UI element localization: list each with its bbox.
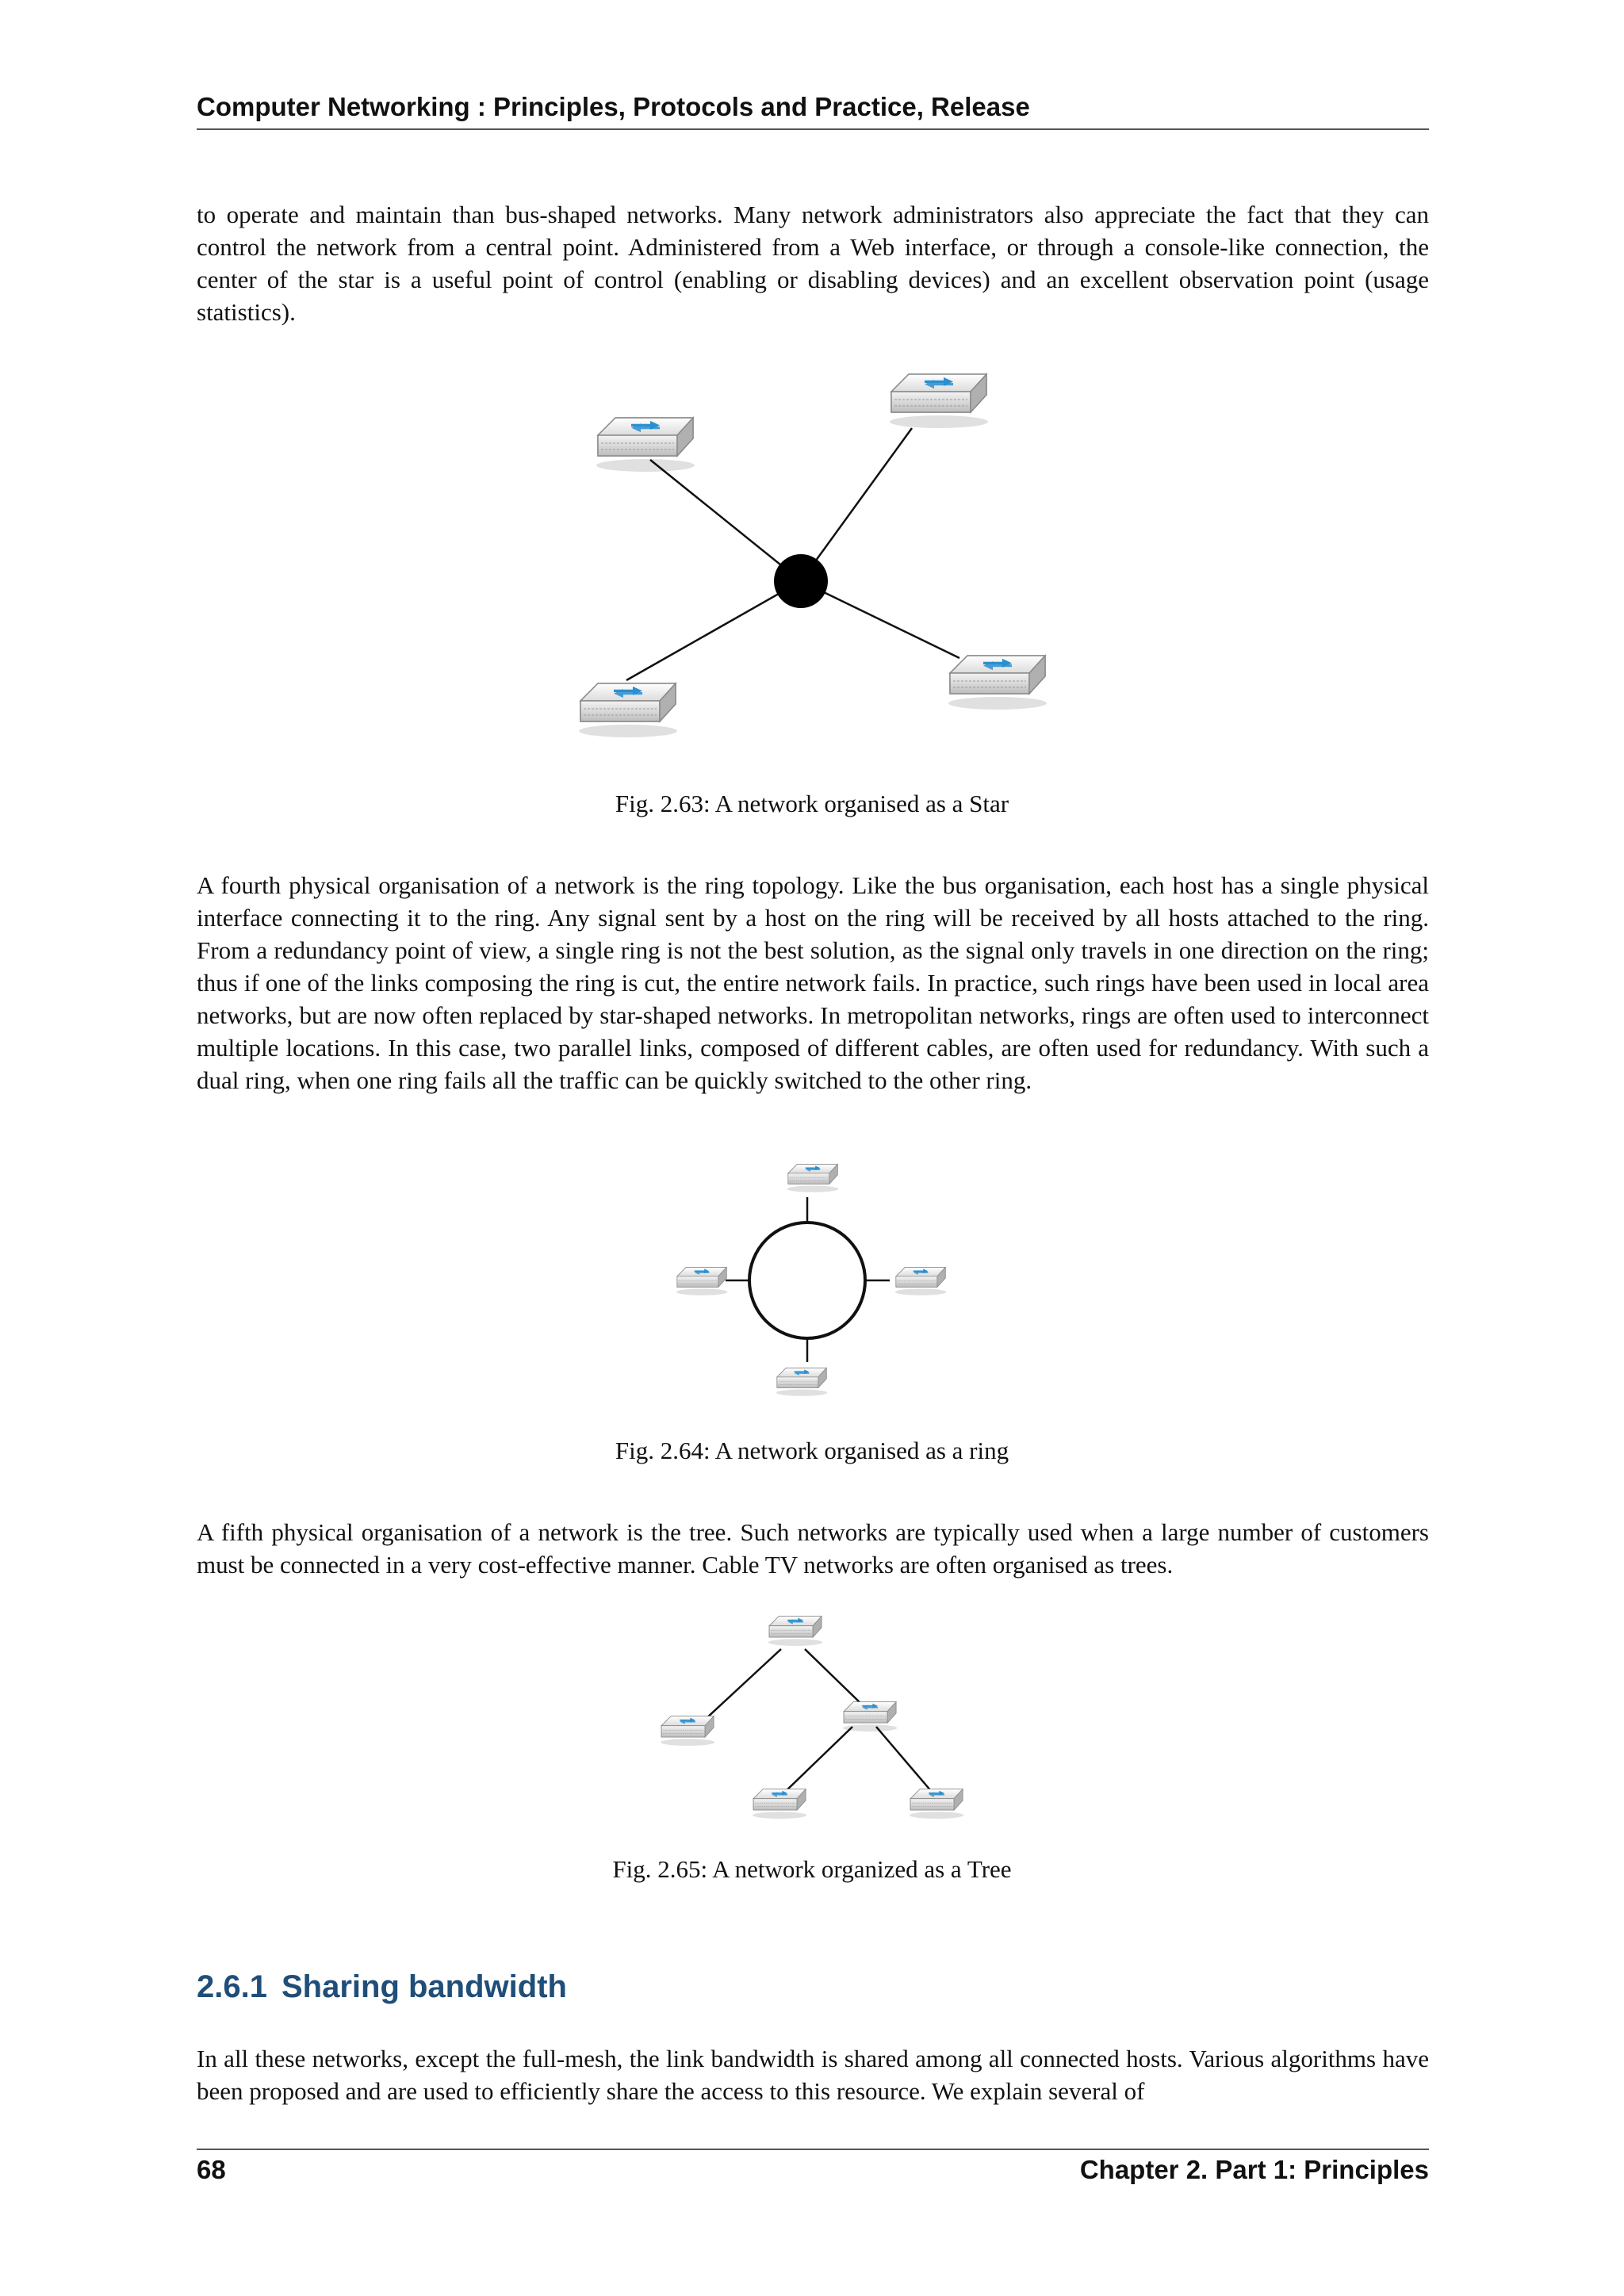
router-icon — [843, 1702, 897, 1732]
section-title: Sharing bandwidth — [281, 1969, 567, 2004]
figure-caption-tree: Fig. 2.65: A network organized as a Tree — [612, 1855, 1012, 1883]
header-rule — [197, 128, 1429, 130]
footer-rule — [197, 2149, 1429, 2150]
figure-caption-ring: Fig. 2.64: A network organised as a ring — [615, 1437, 1009, 1464]
ring — [749, 1223, 865, 1338]
router-icon — [768, 1617, 822, 1646]
figure-caption-star: Fig. 2.63: A network organised as a Star — [615, 790, 1009, 817]
paragraph-sharing-bandwidth: In all these networks, except the full-mesh, the link bandwidth is shared among all connected hosts. Various algorithms have been proposed and are used to efficiently share the access to this resource. We explain several of — [197, 2045, 1429, 2105]
router-icon — [787, 1164, 838, 1192]
running-header: Computer Networking : Principles, Protocols and Practice, Release — [197, 92, 1030, 121]
tree-link — [805, 1649, 860, 1703]
router-icon — [890, 374, 988, 428]
tree-link — [876, 1727, 932, 1792]
chapter-title: Chapter 2. Part 1: Principles — [1079, 2155, 1429, 2184]
paragraph-star-intro: to operate and maintain than bus-shaped networks. Many network administrators also appreciate the fact that they can control the network from a central point. Administered from a Web interface, or through a console-like connection, the center of the star is a useful point of control (enabling or disabling devices) and an excellent observation point (usage statistics). — [197, 201, 1429, 326]
tree-network-diagram — [0, 1601, 1624, 1831]
router-icon — [895, 1267, 946, 1295]
router-icon — [676, 1267, 727, 1295]
tree-link — [785, 1727, 852, 1792]
paragraph-tree: A fifth physical organisation of a network is the tree. Such networks are typically used when a large number of customers must be connected in a very cost-effective manner. Cable TV networks are often organised as trees. — [197, 1518, 1429, 1578]
ring-network-diagram — [0, 1150, 1624, 1411]
router-icon — [776, 1368, 827, 1395]
router-icon — [753, 1789, 806, 1819]
star-network-diagram — [0, 341, 1624, 761]
page-number: 68 — [197, 2155, 226, 2184]
star-link — [801, 428, 912, 581]
router-icon — [661, 1716, 714, 1746]
paragraph-ring: A fourth physical organisation of a network is the ring topology. Like the bus organisation, each host has a single physical interface connecting it to the ring. Any signal sent by a host on the ring will be received by all hosts attached to the ring. From a redundancy point of view, a single ring is not the best solution, as the signal only travels in one direction on the ring; thus if one of the links composing the ring is cut, the entire network fails. In practice, such rings have been used in local area networks, but are now often replaced by star-shaped networks. In metropolitan networks, rings are often used to interconnect multiple locations. In this case, two parallel links, composed of different cables, are often used for redundancy. With such a dual ring, when one ring fails all the traffic can be quickly switched to the other ring. — [197, 871, 1429, 1094]
star-link — [650, 460, 801, 581]
router-icon — [596, 418, 695, 472]
section-heading — [197, 1969, 581, 2005]
router-icon — [910, 1789, 963, 1819]
star-hub — [774, 554, 828, 608]
section-number: 2.6.1 — [197, 1969, 267, 2004]
router-icon — [579, 683, 677, 737]
router-icon — [948, 656, 1047, 710]
star-link — [626, 581, 801, 680]
tree-link — [706, 1649, 781, 1719]
